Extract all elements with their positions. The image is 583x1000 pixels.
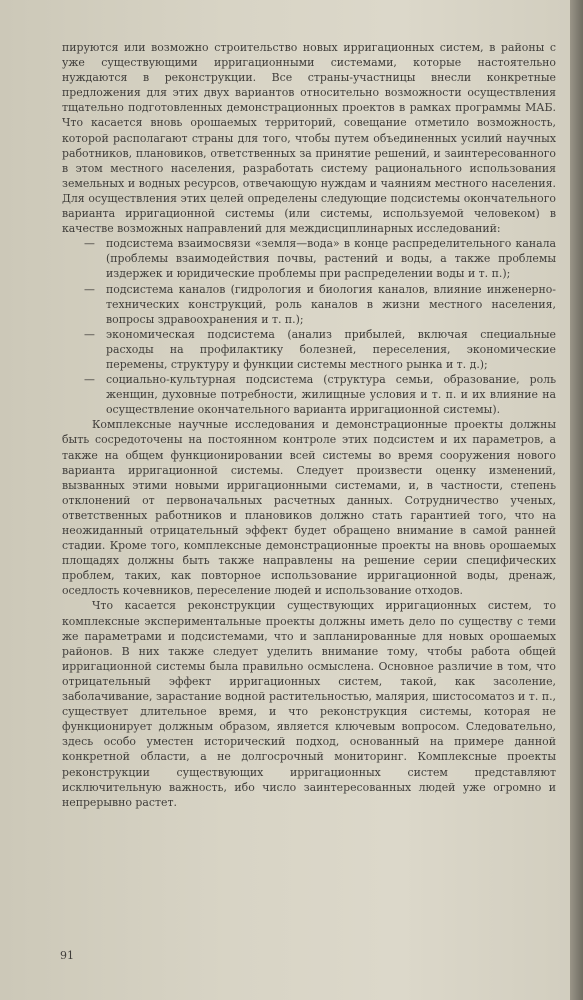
page-number: 91	[60, 949, 74, 962]
paragraph: пируются или возможно строительство новых ирригационных систем, в районы с уже существующими ирригационными системами, которые настоятельно нуждаются в реконструкции. Все страны-участницы внесли конкретные предложения для этих двух вариантов относительно возможности осуществления тщательно подготовленных демонстрационных проектов в рамках программы МАБ. Что касается вновь орошаемых территорий, совещание отметило возможность, которой располагают страны для того, чтобы путем объединенных усилий научных работников, плановиков, ответственных за принятие решений, и заинтересованного в этом местного населения, разработать систему рационального использования земельных и водных ресурсов, отвечающую нуждам и чаяниям местного населения. Для осуществления этих целей определены следующие подсистемы окончательного варианта ирригационной системы (или системы, используемой человеком) в качестве возможных направлений для междисциплинарных исследований:	[62, 41, 556, 236]
list-item: — подсистема каналов (гидрология и биология каналов, влияние инженерно-технических конструкций, роль каналов в жизни местного населения, вопросы здравоохранения и т. п.);	[106, 282, 556, 327]
list-item: — экономическая подсистема (анализ прибылей, включая специальные расходы на профилактику болезней, переселения, экономические перемены, структуру и функции системы местного рынка и т. д.);	[106, 327, 556, 372]
page-edge	[570, 0, 583, 1000]
list-item: — социально-культурная подсистема (структура семьи, образование, роль женщин, духовные потребности, жилищные условия и т. п. и их влияние на осуществление окончательного варианта ирригационной системы).	[106, 372, 556, 417]
list-item: — подсистема взаимосвязи «земля—вода» в конце распределительного канала (проблемы взаимодействия почвы, растений и воды, а также проблемы издержек и юридические проблемы при распределении воды и т. п.);	[106, 236, 556, 281]
page-body	[62, 40, 556, 810]
paragraph: Что касается реконструкции существующих ирригационных систем, то комплексные экспериментальные проекты должны иметь дело по существу с теми же параметрами и подсистемами, что и запланированные для новых орошаемых районов. В них также следует уделить внимание тому, чтобы работа общей ирригационной системы была правильно осмыслена. Основное различие в том, что отрицательный эффект ирригационных систем, такой, как засоление, заболачивание, зарастание водной растительностью, малярия, шистосоматоз и т. п., существует длительное время, и что реконструкция системы, которая не функционирует должным образом, является ключевым вопросом. Следовательно, здесь особо уместен исторический подход, основанный на примере данной конкретной области, а не долгосрочный мониторинг. Комплексные проекты реконструкции существующих ирригационных систем представляют исключительную важность, ибо число заинтересованных людей уже огромно и непрерывно растет.	[62, 599, 556, 809]
paragraph: Комплексные научные исследования и демонстрационные проекты должны быть сосредоточены на постоянном контроле этих подсистем и их параметров, а также на общем функционировании всей системы во время сооружения нового варианта ирригационной системы. Следует произвести оценку изменений, вызванных этими новыми ирригационными системами, и, в частности, степень отклонений от первоначальных расчетных данных. Сотрудничество ученых, ответственных работников и плановиков должно стать гарантией того, что на неожиданный отрицательный эффект будет обращено внимание в самой ранней стадии. Кроме того, комплексные демонстрационные проекты на вновь орошаемых площадях должны быть также направлены на решение серии специфических проблем, таких, как повторное использование ирригационной воды, дренаж, оседлость кочевников, переселение людей и использование отходов.	[62, 418, 556, 598]
subsystem-list	[62, 236, 556, 417]
